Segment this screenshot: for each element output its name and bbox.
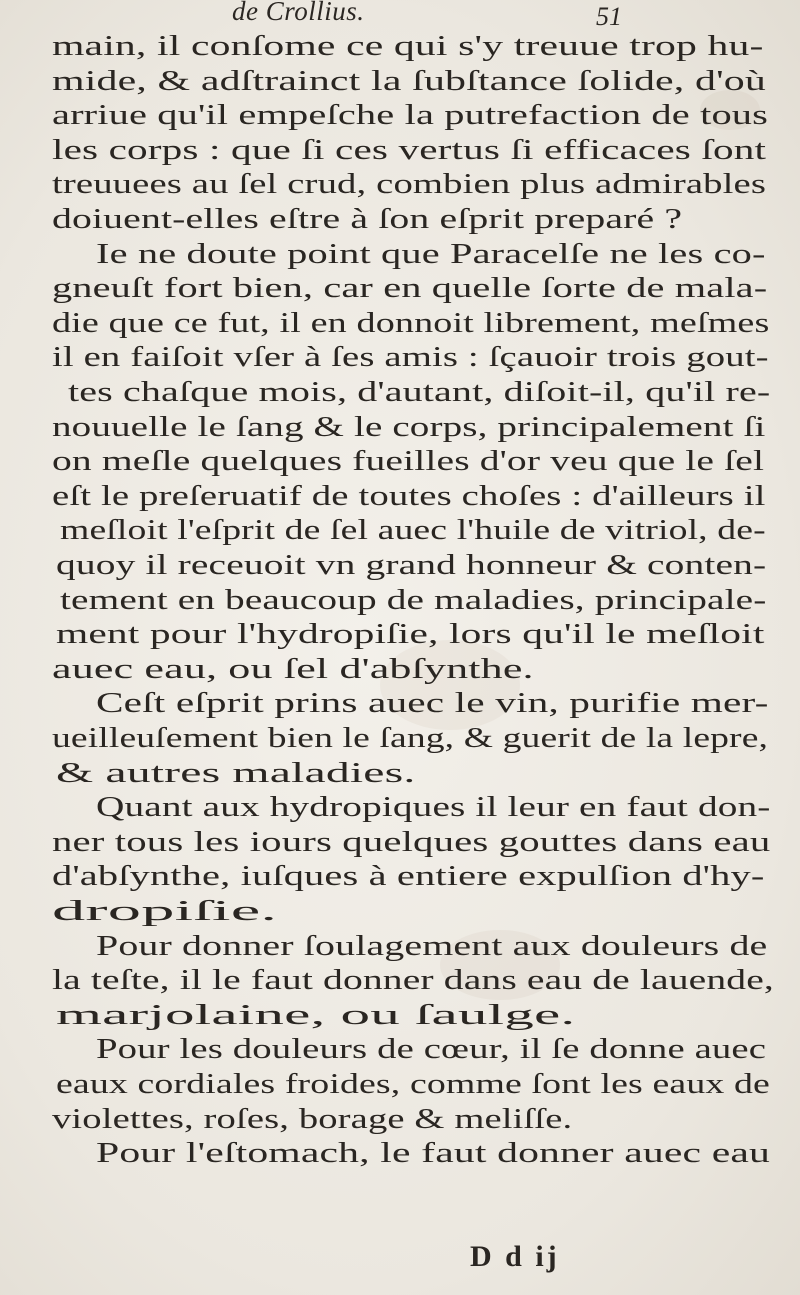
text-line: les corps : que ſi ces vertus ſi efficaces ſont — [52, 134, 767, 166]
text-line: doiuent-elles eſtre à ſon eſprit preparé ? — [52, 204, 683, 235]
text-line: marjolaine, ou ſaulge. — [56, 999, 576, 1031]
text-line: Pour les douleurs de cœur, il ſe donne auec — [96, 1034, 767, 1066]
text-line: nouuelle le ſang & le corps, principalement ſi — [52, 411, 766, 443]
text-line: auec eau, ou ſel d'abſynthe. — [52, 653, 534, 685]
text-line: meſloit l'eſprit de ſel auec l'huile de vitriol, de- — [60, 515, 766, 547]
text-line: Quant aux hydropiques il leur en faut don- — [96, 792, 771, 824]
running-title: de Crollius. — [232, 0, 365, 26]
text-line: tement en beaucoup de maladies, principale- — [60, 584, 767, 616]
page-number: 51 — [596, 2, 622, 31]
text-line: on meſle quelques fueilles d'or veu que le ſel — [52, 446, 765, 478]
text-line: il en faiſoit vſer à ſes amis : ſçauoir trois gout- — [52, 342, 769, 374]
text-line: Pour l'eſtomach, le faut donner auec eau — [96, 1138, 770, 1170]
text-line: quoy il receuoit vn grand honneur & conten- — [56, 550, 767, 581]
page-header — [0, 0, 800, 34]
text-line: eſt le preſeruatif de toutes choſes : d'ailleurs il — [52, 480, 766, 512]
text-line: main, il conſome ce qui s'y treuue trop hu- — [52, 31, 764, 62]
text-line: tes chaſque mois, d'autant, diſoit-il, qu'il re- — [68, 377, 771, 408]
text-line: violettes, roſes, borage & meliſſe. — [52, 1103, 573, 1135]
text-line: ner tous les iours quelques gouttes dans eau — [52, 826, 771, 858]
text-line: die que ce fut, il en donnoit librement, meſmes — [52, 307, 770, 339]
text-line: dropiſie. — [52, 896, 278, 927]
text-line: gneuſt fort bien, car en quelle ſorte de mala- — [52, 273, 768, 305]
signature-mark: D d ij — [470, 1240, 560, 1273]
text-line: Ie ne doute point que Paracelſe ne les co- — [96, 238, 766, 270]
text-line: la teſte, il le faut donner dans eau de lauende, — [52, 965, 774, 997]
text-line: ueilleuſement bien le ſang, & guerit de la lepre, — [52, 723, 769, 754]
text-line: Pour donner ſoulagement aux douleurs de — [96, 930, 768, 962]
text-line: & autres maladies. — [56, 757, 416, 789]
text-line: mide, & adſtrainct la ſubſtance ſolide, d'où — [52, 65, 766, 97]
text-line: ment pour l'hydropiſie, lors qu'il le meſloit — [56, 619, 765, 651]
text-line: eaux cordiales froides, comme ſont les eaux de — [56, 1069, 770, 1100]
text-line: treuuees au ſel crud, combien plus admirables — [52, 169, 767, 201]
text-line: arriue qu'il empeſche la putrefaction de tous — [52, 100, 769, 132]
text-line: Ceſt eſprit prins auec le vin, purifie mer- — [96, 688, 769, 720]
text-line: d'abſynthe, iuſques à entiere expulſion d'hy- — [52, 861, 765, 893]
